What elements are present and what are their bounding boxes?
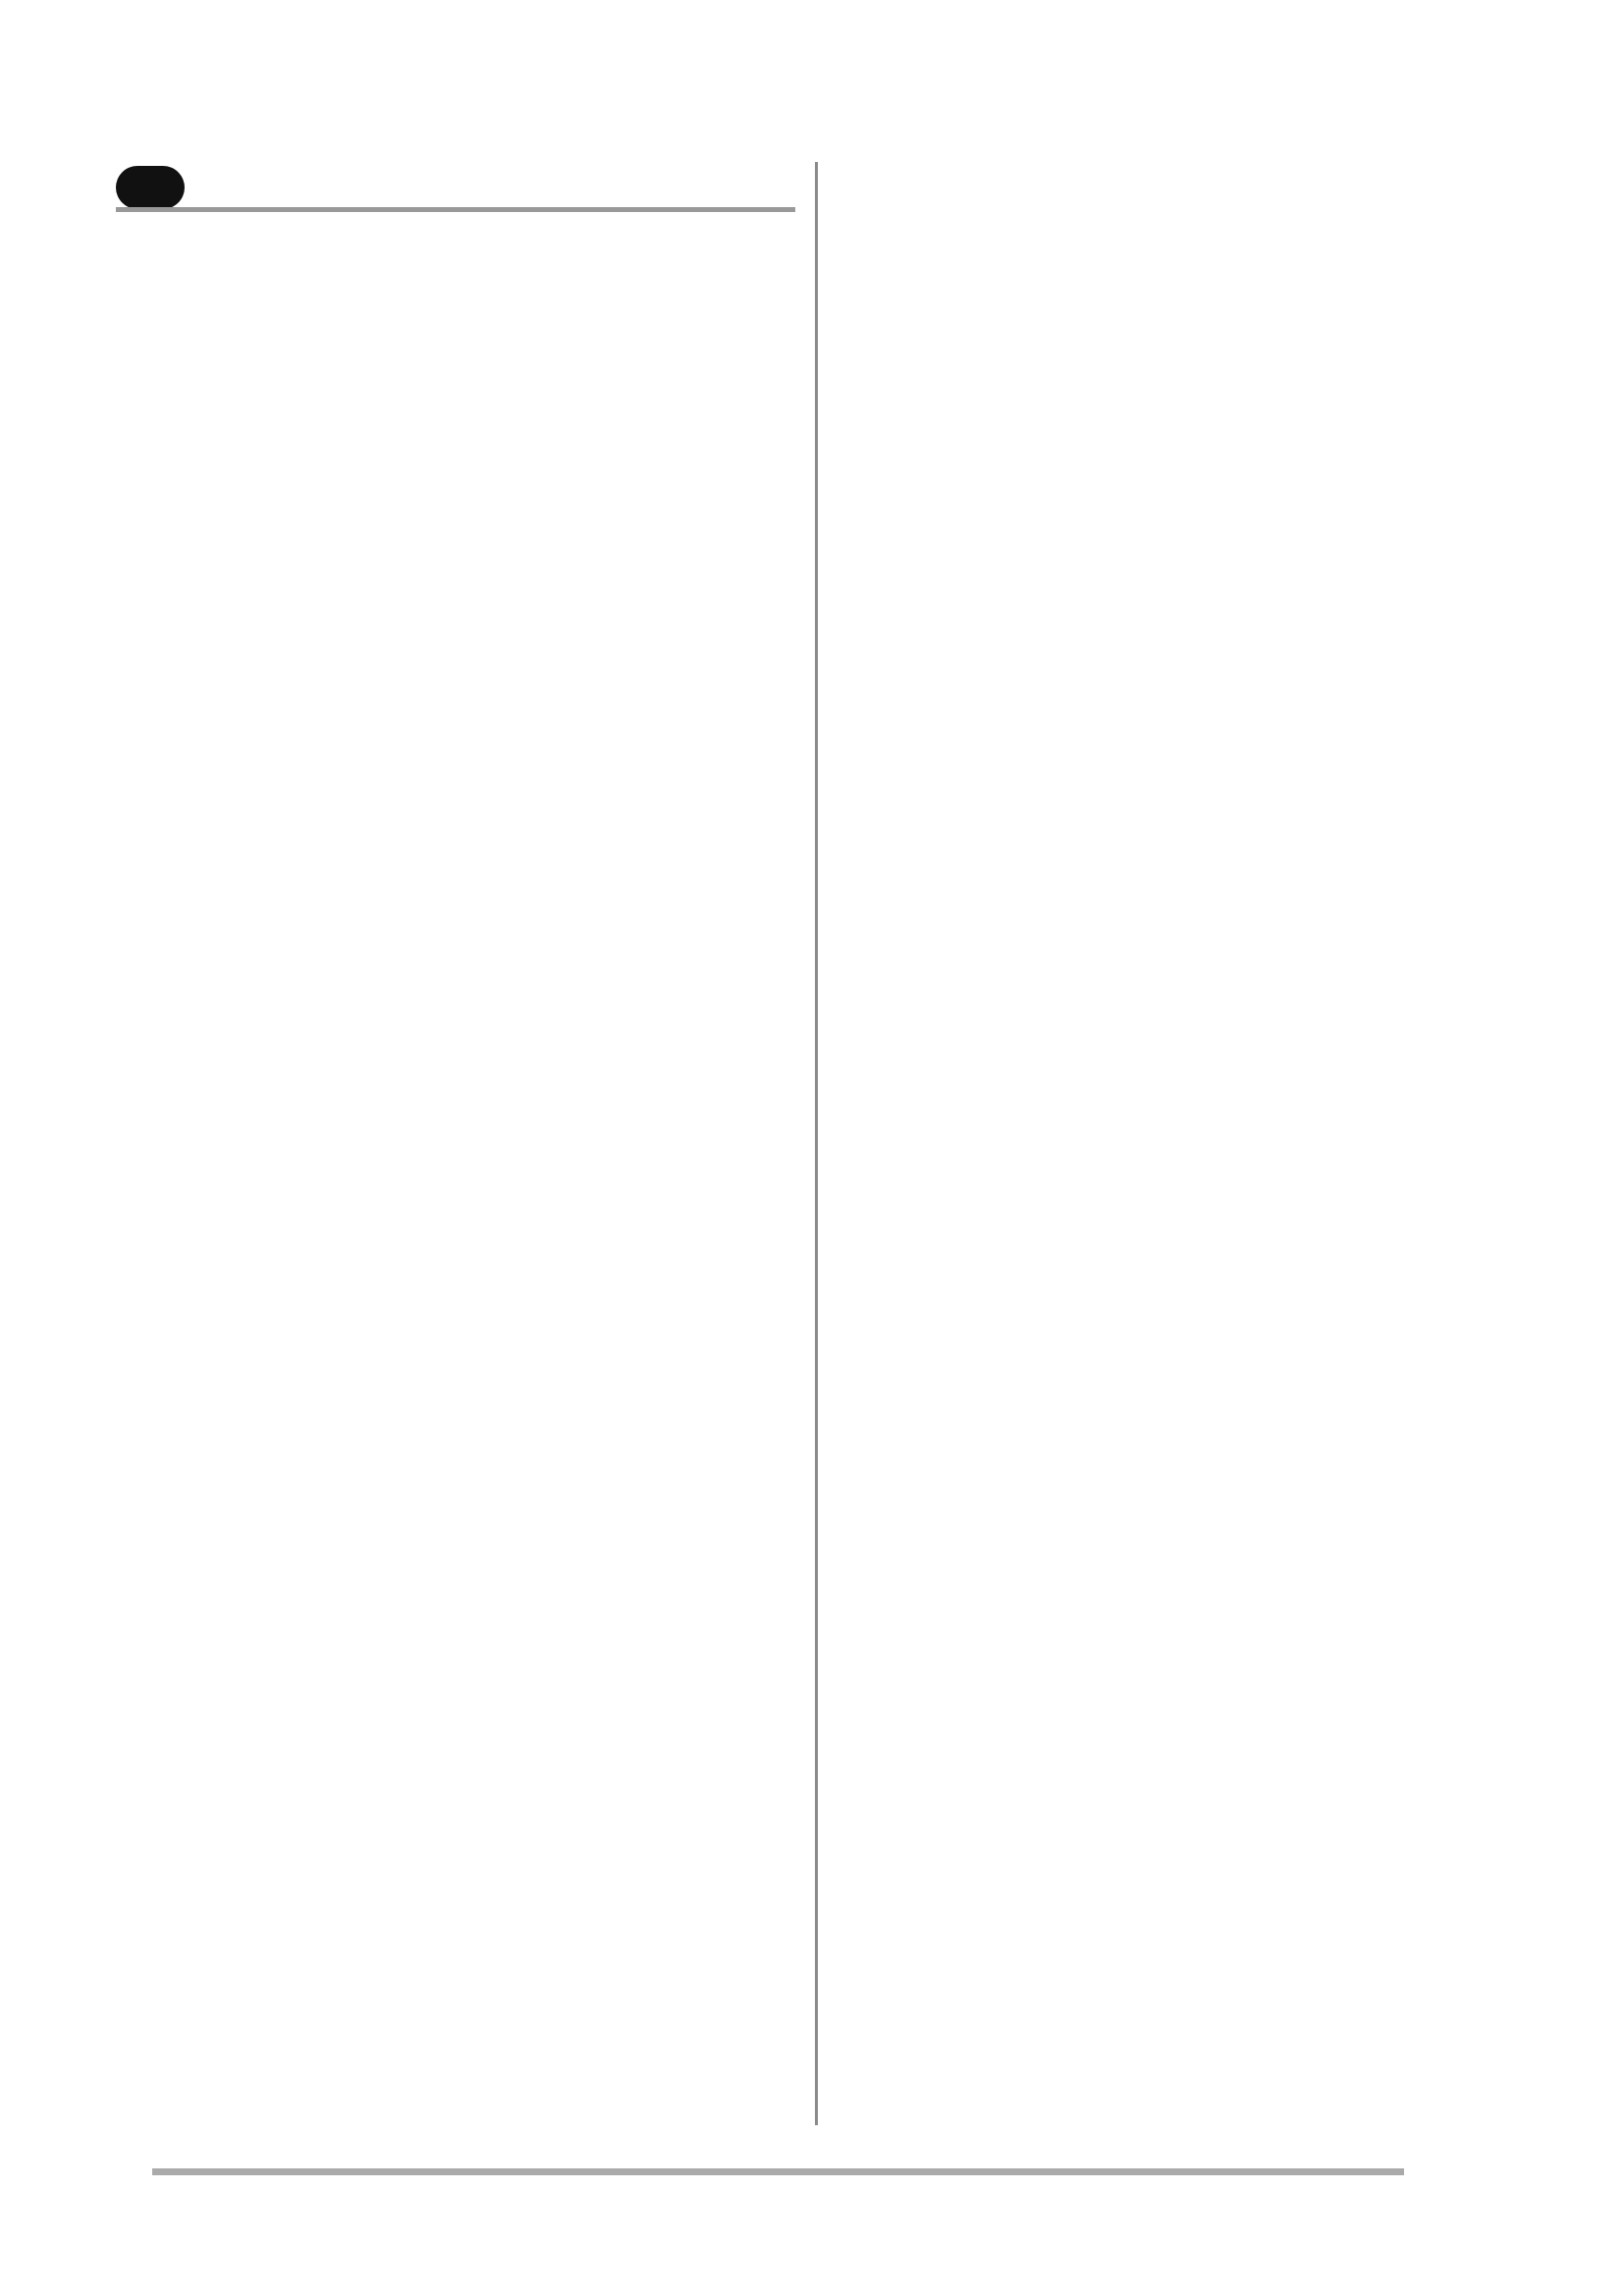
section-header bbox=[116, 152, 793, 211]
column-divider bbox=[815, 162, 818, 2125]
title-underline bbox=[116, 207, 795, 212]
language-badge bbox=[116, 166, 185, 209]
footer-rule bbox=[152, 2168, 1404, 2175]
